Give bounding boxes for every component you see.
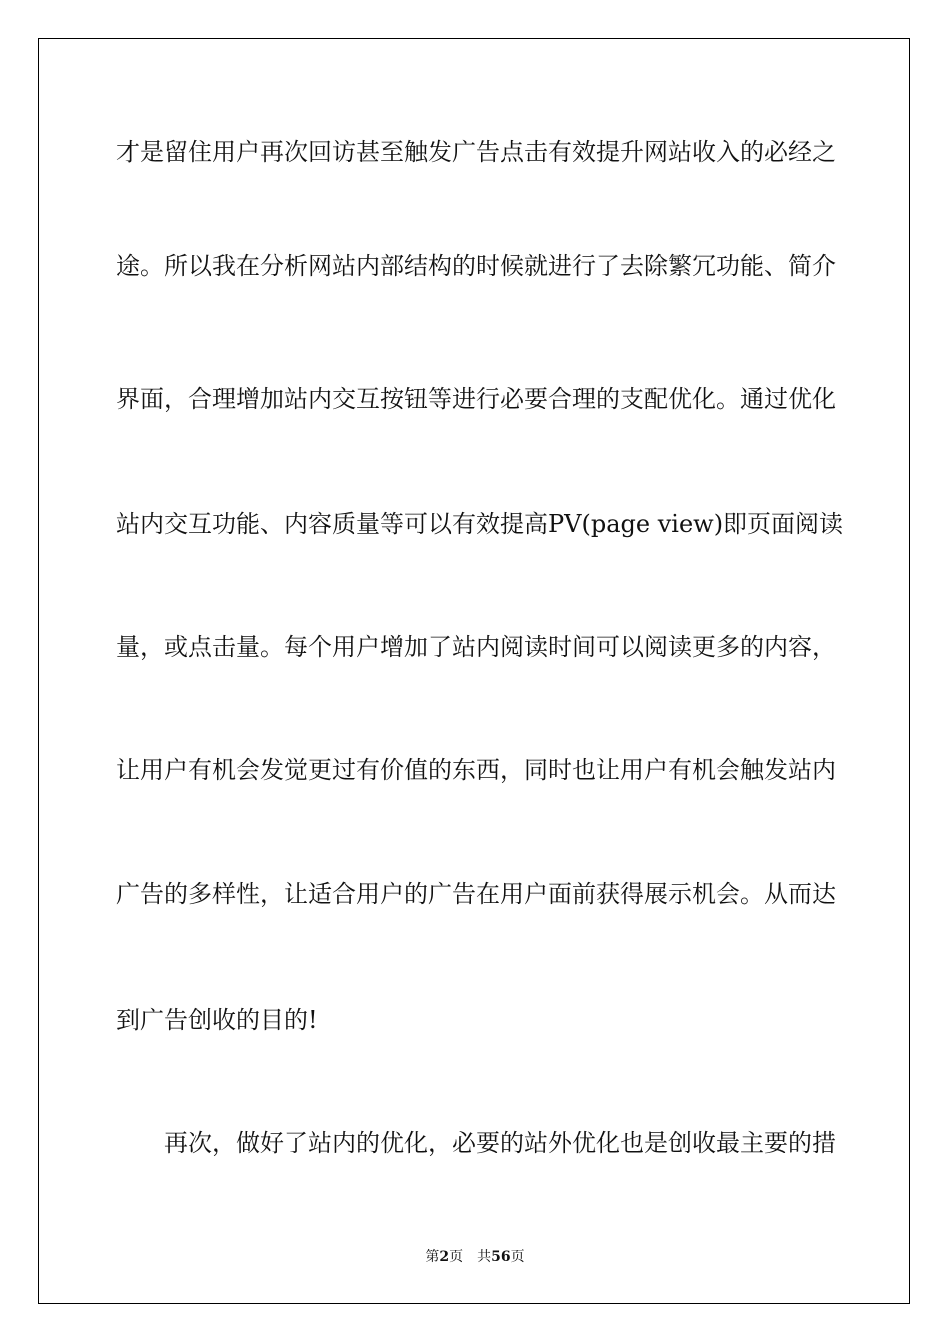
body-line-5: 量，或点击量。每个用户增加了站内阅读时间可以阅读更多的内容， bbox=[116, 633, 836, 661]
body-line-8: 到广告创收的目的! bbox=[116, 1006, 318, 1034]
page-border bbox=[38, 38, 910, 1304]
page-footer bbox=[0, 1247, 950, 1267]
page-suffix: 页 bbox=[449, 1249, 464, 1265]
body-line-4: 站内交互功能、内容质量等可以有效提高PV(page view)即页面阅读 bbox=[116, 510, 844, 538]
page-number: 2 bbox=[439, 1249, 450, 1265]
total-suffix: 页 bbox=[510, 1249, 525, 1265]
body-line-1: 才是留住用户再次回访甚至触发广告点击有效提升网站收入的必经之 bbox=[116, 138, 836, 166]
body-line-2: 途。所以我在分析网站内部结构的时候就进行了去除繁冗功能、简介 bbox=[116, 252, 836, 280]
body-line-7: 广告的多样性，让适合用户的广告在用户面前获得展示机会。从而达 bbox=[116, 880, 836, 908]
total-prefix: 共 bbox=[477, 1249, 492, 1265]
body-line-3: 界面，合理增加站内交互按钮等进行必要合理的支配优化。通过优化 bbox=[116, 385, 836, 413]
page-prefix: 第 bbox=[425, 1249, 440, 1265]
paragraph-start-line: 再次，做好了站内的优化，必要的站外优化也是创收最主要的措 bbox=[164, 1129, 836, 1157]
total-pages: 56 bbox=[491, 1249, 511, 1265]
body-line-6: 让用户有机会发觉更过有价值的东西，同时也让用户有机会触发站内 bbox=[116, 756, 836, 784]
